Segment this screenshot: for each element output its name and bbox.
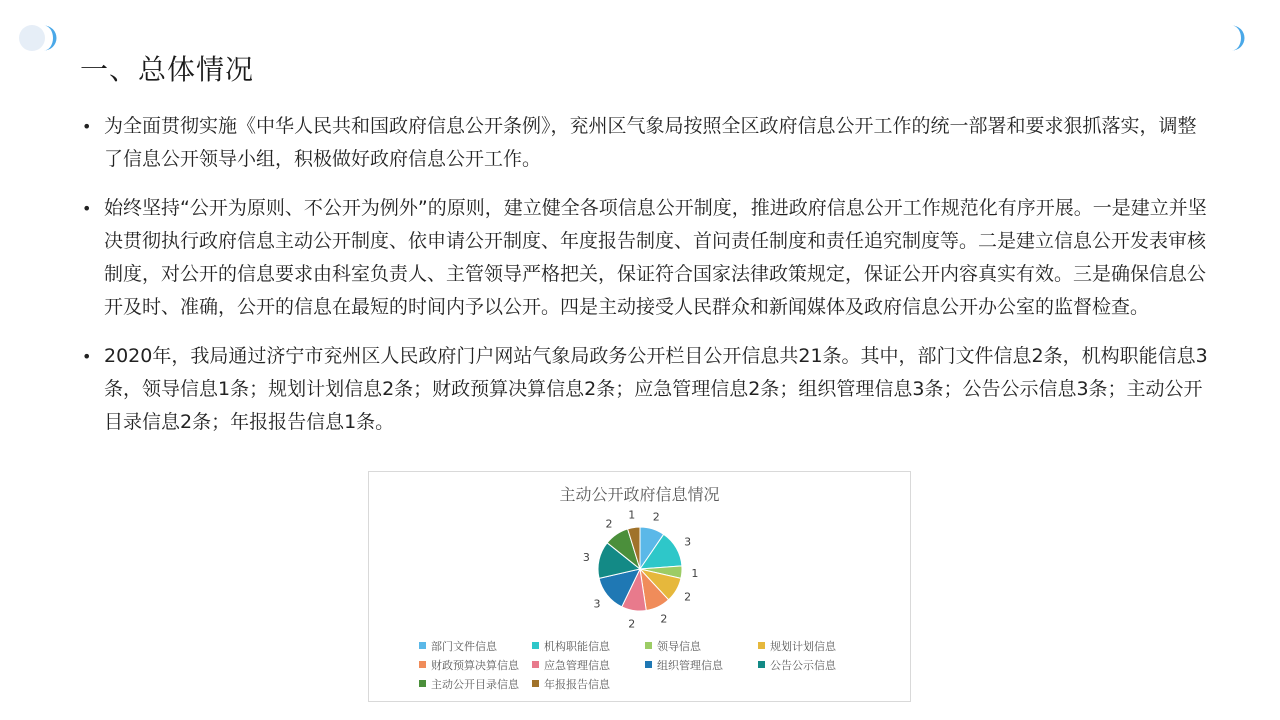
legend-item [419, 657, 519, 673]
bullet-item [80, 110, 1210, 176]
bullet-text: 2020年，我局通过济宁市兖州区人民政府门户网站气象局政务公开栏目公开信息共21条。其中，部门文件信息2条，机构职能信息3条，领导信息1条；规划计划信息2条；财政预算决算信息2条；应急管理信息2条；组织管理信息3条；公告公示信息3条；主动公开目录信息2条；年报报告信息1条。 [104, 345, 1208, 433]
legend-item [758, 638, 836, 654]
legend-label: 机构职能信息 [544, 640, 610, 653]
legend-item [758, 657, 836, 673]
legend-item [532, 657, 610, 673]
pie-data-label: 2 [605, 517, 613, 531]
legend-label: 部门文件信息 [431, 640, 497, 653]
legend-item [645, 638, 701, 654]
legend-label: 应急管理信息 [544, 659, 610, 672]
legend-swatch [532, 680, 539, 687]
bullet-item [80, 340, 1210, 439]
legend-swatch [419, 642, 426, 649]
legend-label: 主动公开目录信息 [431, 678, 519, 691]
legend-swatch [758, 661, 765, 668]
pie-data-label: 2 [628, 617, 636, 631]
bullet-list [80, 110, 1210, 455]
legend-swatch [419, 661, 426, 668]
bullet-dot: • [82, 347, 92, 366]
chart-title: 主动公开政府信息情况 [559, 485, 720, 504]
legend-swatch [645, 642, 652, 649]
legend-swatch [532, 661, 539, 668]
legend-label: 年报报告信息 [544, 678, 610, 691]
legend-label: 领导信息 [657, 640, 701, 653]
legend-swatch [419, 680, 426, 687]
legend-item [419, 638, 497, 654]
legend-swatch [758, 642, 765, 649]
legend-swatch [645, 661, 652, 668]
legend-label: 财政预算决算信息 [431, 659, 519, 672]
pie-data-label: 1 [628, 508, 636, 522]
pie-data-label: 2 [660, 612, 668, 626]
pie-data-label: 3 [582, 550, 590, 564]
legend-item [532, 638, 610, 654]
bullet-dot: • [82, 199, 92, 218]
pie-data-label: 2 [652, 510, 660, 524]
bullet-dot: • [82, 117, 92, 136]
decorative-crescent-right [1228, 24, 1254, 52]
legend-item [645, 657, 723, 673]
legend-label: 规划计划信息 [770, 640, 836, 653]
bullet-text: 为全面贯彻实施《中华人民共和国政府信息公开条例》，兖州区气象局按照全区政府信息公开工作的统一部署和要求狠抓落实，调整了信息公开领导小组，积极做好政府信息公开工作。 [104, 115, 1197, 170]
pie-chart-container [368, 471, 911, 702]
legend-label: 组织管理信息 [657, 659, 723, 672]
legend-item [419, 676, 519, 692]
pie-data-label: 1 [691, 567, 699, 581]
decorative-circles-left [18, 24, 60, 52]
pie-data-label: 3 [684, 535, 692, 549]
bullet-item [80, 192, 1210, 324]
pie-data-label: 3 [593, 597, 601, 611]
pie-chart [369, 472, 910, 632]
pie-data-label: 2 [684, 590, 692, 604]
page-title: 一、总体情况 [80, 53, 255, 86]
bullet-text: 始终坚持“公开为原则、不公开为例外”的原则，建立健全各项信息公开制度，推进政府信息公开工作规范化有序开展。一是建立并坚决贯彻执行政府信息主动公开制度、依申请公开制度、年度报告制度、首问责任制度和责任追究制度等。二是建立信息公开发表审核制度，对公开的信息要求由科室负责人、主管领导严格把关，保证符合国家法律政策规定，保证公开内容真实有效。三是确保信息公开及时、准确，公开的信息在最短的时间内予以公开。四是主动接受人民群众和新闻媒体及政府信息公开办公室的监督检查。 [104, 197, 1207, 318]
legend-label: 公告公示信息 [770, 659, 836, 672]
legend-item [532, 676, 610, 692]
legend-swatch [532, 642, 539, 649]
